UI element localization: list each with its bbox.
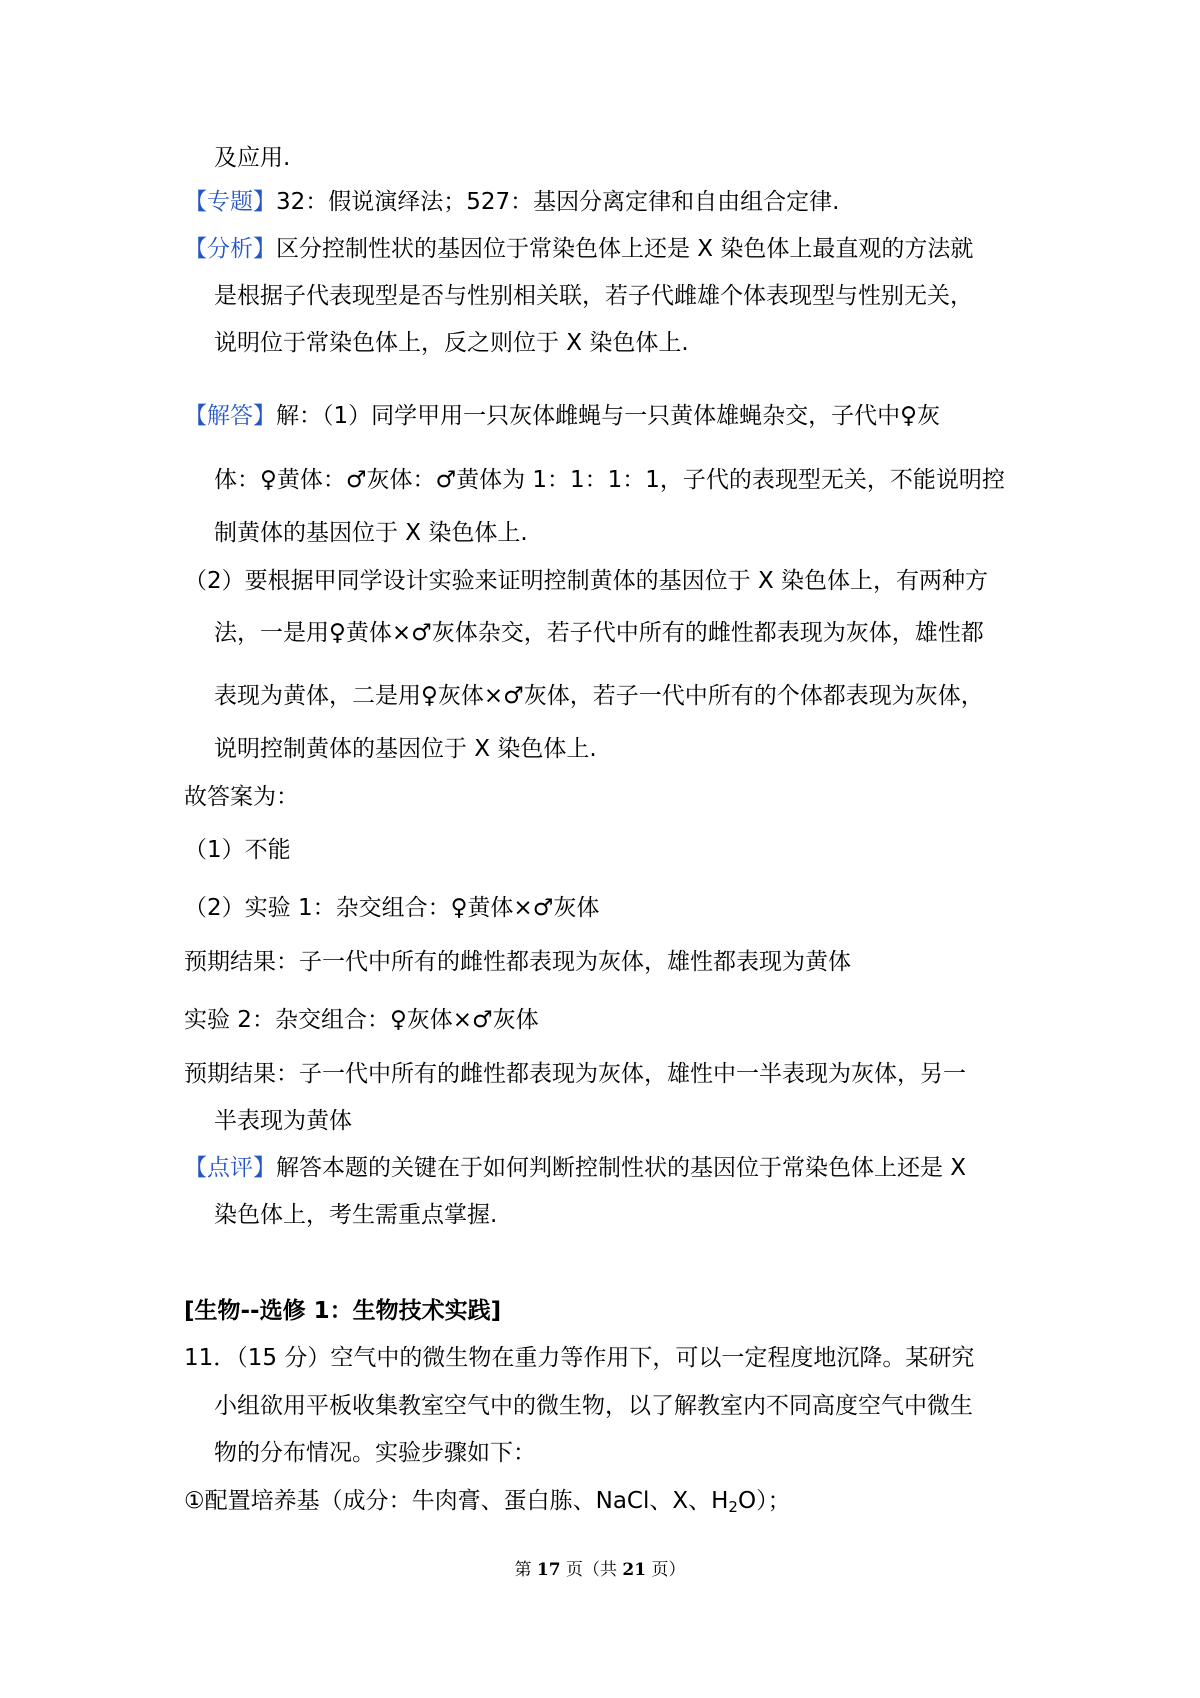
line-text: ①配置培养基（成分：牛肉膏、蛋白胨、NaCl、X、H bbox=[184, 1488, 729, 1514]
line-text: 解：（1）同学甲用一只灰体雌蝇与一只黄体雄蝇杂交，子代中♀灰 bbox=[276, 403, 940, 429]
answer-line bbox=[184, 401, 940, 431]
line-text: 小组欲用平板收集教室空气中的微生物，以了解教室内不同高度空气中微生 bbox=[214, 1393, 973, 1419]
comment-line bbox=[184, 1153, 966, 1183]
line-text: 解答本题的关键在于如何判断控制性状的基因位于常染色体上还是 X bbox=[276, 1155, 967, 1181]
text-line bbox=[214, 328, 689, 358]
line-text: 表现为黄体，二是用♀灰体×♂灰体，若子一代中所有的个体都表现为灰体， bbox=[214, 683, 984, 709]
text-line bbox=[214, 1106, 352, 1136]
text-line bbox=[214, 618, 984, 648]
text-line bbox=[214, 1200, 497, 1230]
section-heading bbox=[184, 1296, 501, 1326]
line-text: 半表现为黄体 bbox=[214, 1108, 352, 1134]
text-line bbox=[184, 947, 851, 977]
line-text: 物的分布情况。实验步骤如下： bbox=[214, 1440, 536, 1466]
line-text: 11．（15 分）空气中的微生物在重力等作用下，可以一定程度地沉降。某研究 bbox=[184, 1345, 975, 1371]
line-text: 预期结果：子一代中所有的雌性都表现为灰体，雄性中一半表现为灰体，另一 bbox=[184, 1061, 966, 1087]
text-line bbox=[184, 1005, 539, 1035]
text-line bbox=[214, 1438, 536, 1468]
page-number: 17 bbox=[536, 1560, 561, 1580]
comment-tag: 【点评】 bbox=[184, 1155, 276, 1181]
line-text: O）； bbox=[737, 1488, 791, 1514]
section-heading-text: [生物--选修 1：生物技术实践] bbox=[184, 1298, 502, 1324]
line-text: 说明位于常染色体上，反之则位于 X 染色体上. bbox=[214, 330, 689, 356]
line-text: 法，一是用♀黄体×♂灰体杂交，若子代中所有的雌性都表现为灰体，雄性都 bbox=[214, 620, 984, 646]
topic-tag: 【专题】 bbox=[184, 189, 276, 215]
text-line bbox=[214, 518, 528, 548]
question-line bbox=[184, 1343, 974, 1373]
footer-text: 页（共 bbox=[560, 1560, 623, 1580]
line-text: 体：♀黄体：♂灰体：♂黄体为 1：1：1：1，子代的表现型无关，不能说明控 bbox=[214, 467, 1005, 493]
text-line bbox=[214, 143, 290, 173]
line-text: 及应用. bbox=[214, 145, 291, 171]
answer-tag: 【解答】 bbox=[184, 403, 276, 429]
text-line bbox=[184, 566, 988, 596]
page-footer bbox=[0, 1558, 1200, 1582]
line-text: 预期结果：子一代中所有的雌性都表现为灰体，雄性都表现为黄体 bbox=[184, 949, 851, 975]
footer-text: 第 bbox=[514, 1560, 537, 1580]
line-text: （1）不能 bbox=[184, 837, 291, 863]
text-line bbox=[184, 1059, 966, 1089]
text-line bbox=[214, 465, 1005, 495]
line-text: 实验 2：杂交组合：♀灰体×♂灰体 bbox=[184, 1007, 539, 1033]
line-text: 故答案为： bbox=[184, 784, 299, 810]
subscript: 2 bbox=[728, 1498, 738, 1516]
total-pages: 21 bbox=[622, 1560, 647, 1580]
topic-line bbox=[184, 187, 839, 217]
text-line bbox=[184, 782, 299, 812]
text-line bbox=[184, 835, 291, 865]
line-text: 是根据子代表现型是否与性别相关联，若子代雌雄个体表现型与性别无关， bbox=[214, 283, 973, 309]
analysis-line bbox=[184, 234, 973, 264]
line-text: 说明控制黄体的基因位于 X 染色体上. bbox=[214, 736, 597, 762]
text-line bbox=[214, 681, 984, 711]
text-line bbox=[184, 893, 599, 923]
line-text: （2）实验 1：杂交组合：♀黄体×♂灰体 bbox=[184, 895, 600, 921]
text-line bbox=[214, 1391, 973, 1421]
line-text: 32：假说演绎法；527：基因分离定律和自由组合定律. bbox=[276, 189, 840, 215]
line-text: 区分控制性状的基因位于常染色体上还是 X 染色体上最直观的方法就 bbox=[276, 236, 974, 262]
line-text: （2）要根据甲同学设计实验来证明控制黄体的基因位于 X 染色体上，有两种方 bbox=[184, 568, 989, 594]
line-text: 染色体上，考生需重点掌握. bbox=[214, 1202, 498, 1228]
text-line bbox=[214, 734, 597, 764]
footer-text: 页） bbox=[646, 1560, 686, 1580]
step-line bbox=[184, 1486, 791, 1516]
analysis-tag: 【分析】 bbox=[184, 236, 276, 262]
text-line bbox=[214, 281, 973, 311]
line-text: 制黄体的基因位于 X 染色体上. bbox=[214, 520, 528, 546]
